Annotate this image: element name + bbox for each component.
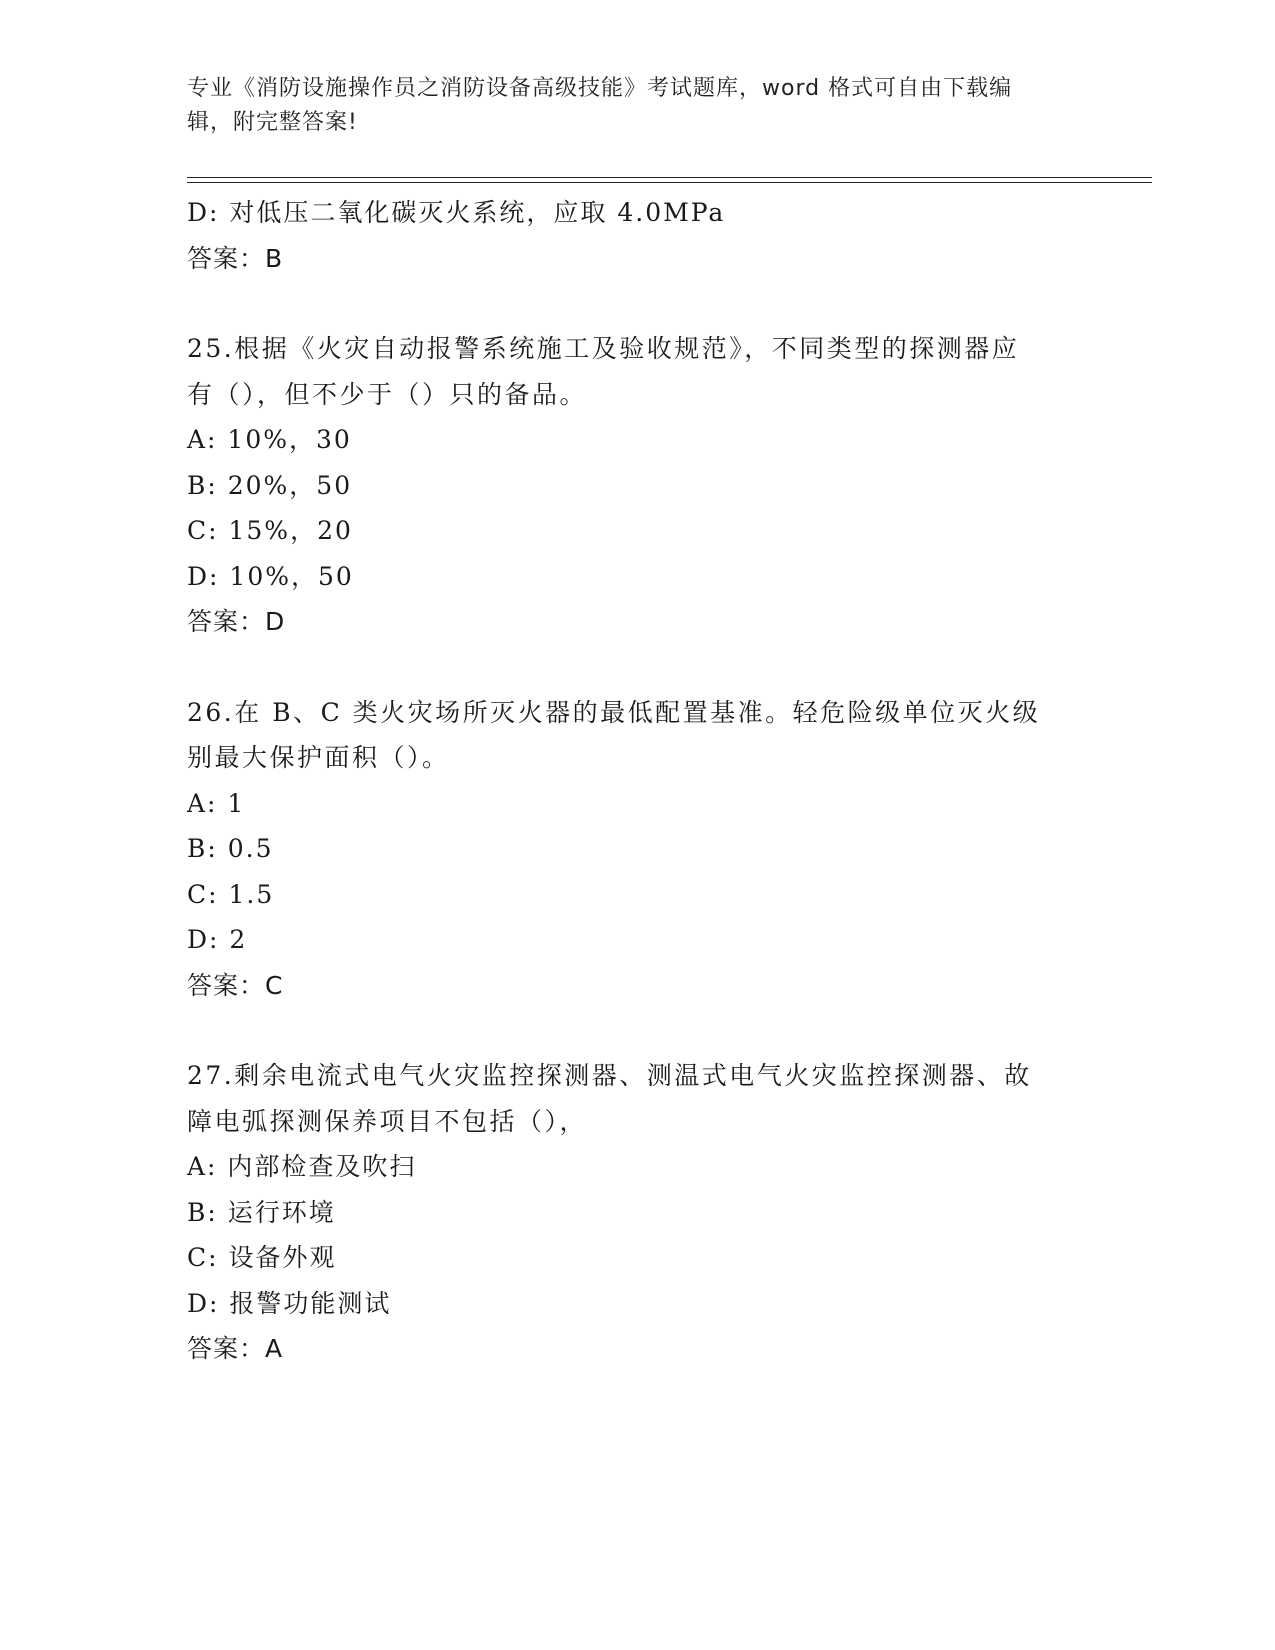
option-c: C: 设备外观 [187,1243,337,1272]
answer-line: 答案：A [187,1334,284,1363]
question-text-line-1: 25.根据《火灾自动报警系统施工及验收规范》，不同类型的探测器应 [187,334,1020,363]
question-25 [187,326,1087,645]
document-body [187,190,1087,1372]
document-header [187,72,1087,140]
option-a: A: 内部检查及吹扫 [187,1152,417,1181]
answer-line: 答案：B [187,243,284,273]
partial-question-24 [187,190,1087,281]
header-divider-bottom [187,182,1152,183]
option-d: D: 报警功能测试 [187,1288,392,1318]
question-27 [187,1053,1087,1372]
option-a: A: 1 [187,788,246,818]
question-text-line-2: 有（），但不少于（）只的备品。 [187,379,588,409]
question-text-line-1: 26.在 B、C 类火灾场所灭火器的最低配置基准。轻危险级单位灭火级 [187,697,1041,727]
option-d: D: 10%，50 [187,561,354,591]
option-b: B: 20%，50 [187,470,353,500]
header-divider-top [187,177,1152,178]
option-d: D: 2 [187,925,248,954]
option-a: A: 10%，30 [187,425,352,454]
answer-line: 答案：D [187,607,286,636]
question-text-line-2: 别最大保护面积（）。 [187,743,450,772]
option-c: C: 15%，20 [187,516,353,545]
question-text-line-2: 障电弧探测保养项目不包括（）， [187,1106,588,1136]
header-line-2: 辑，附完整答案! [187,110,358,135]
option-c: C: 1.5 [187,879,275,909]
option-d: D: 对低压二氧化碳灭火系统，应取 4.0MPa [187,198,726,227]
answer-line: 答案：C [187,970,284,1000]
header-line-1: 专业《消防设施操作员之消防设备高级技能》考试题库，word 格式可自由下载编 [187,76,1013,101]
question-26 [187,690,1087,1009]
option-b: B: 0.5 [187,834,274,863]
question-text-line-1: 27.剩余电流式电气火灾监控探测器、测温式电气火灾监控探测器、故 [187,1061,1032,1090]
option-b: B: 运行环境 [187,1197,336,1227]
